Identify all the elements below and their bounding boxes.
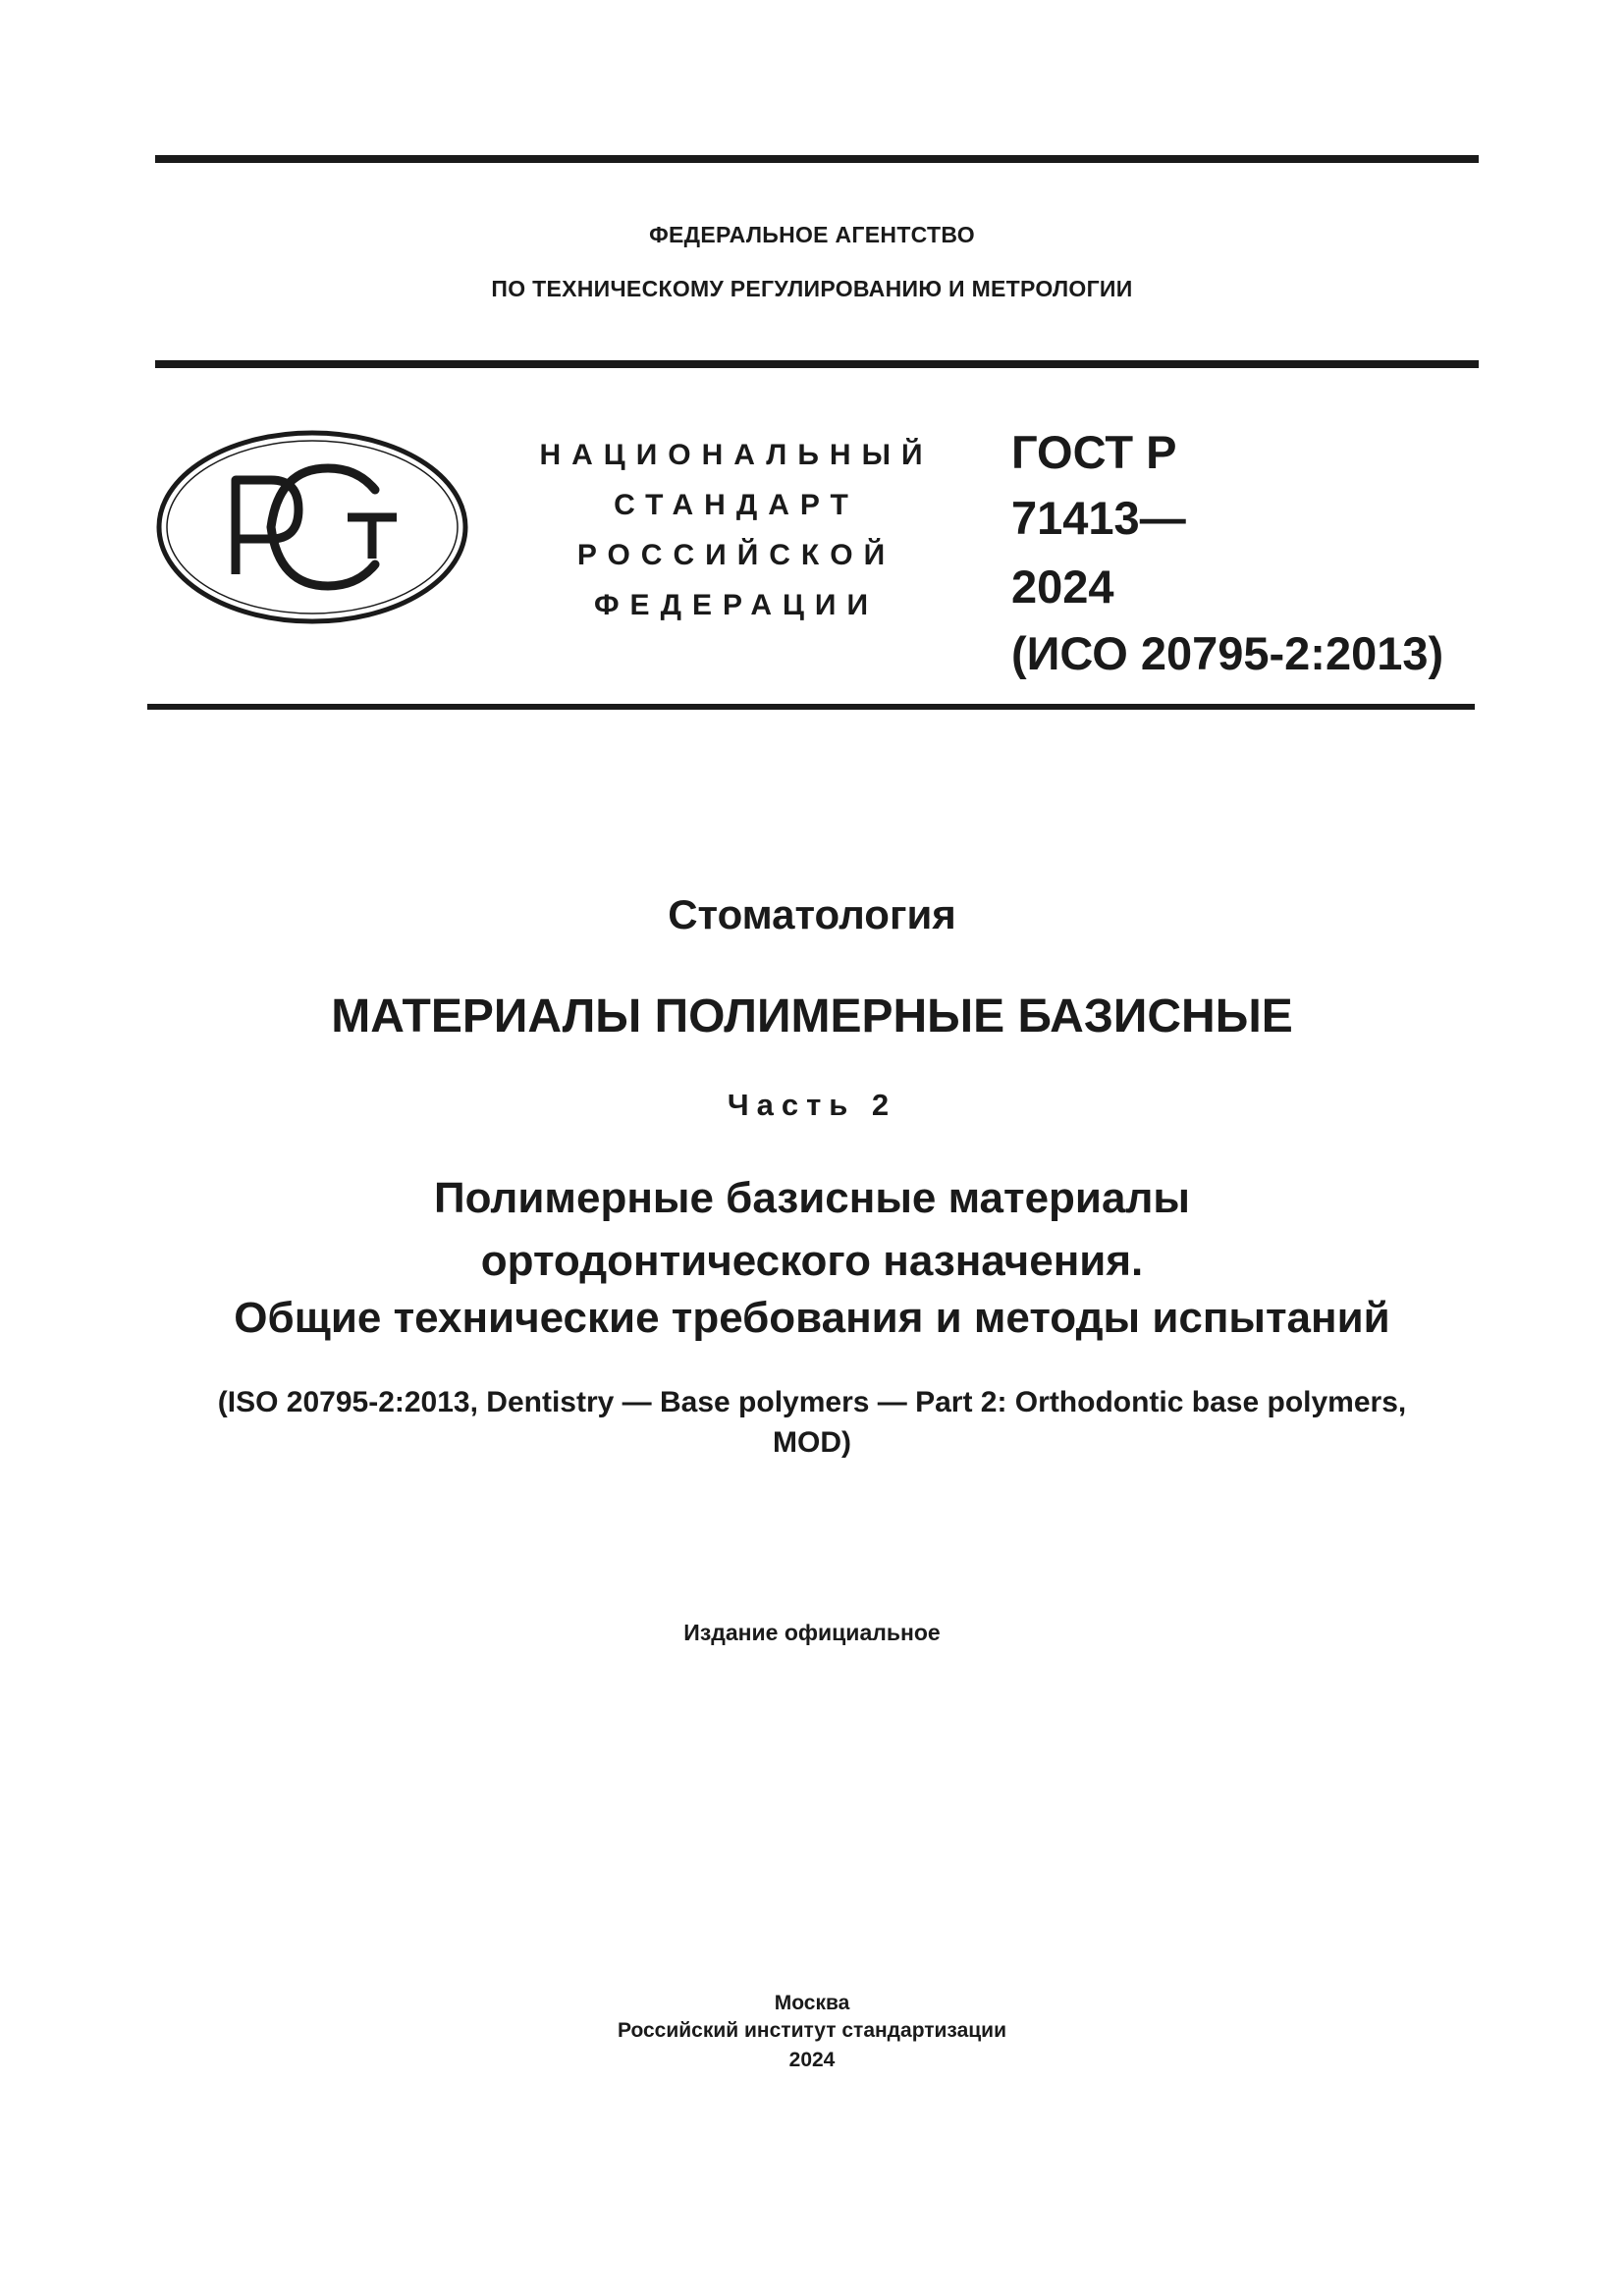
gost-designation-line2: 71413— xyxy=(1011,492,1186,544)
agency-name-line2: ПО ТЕХНИЧЕСКОМУ РЕГУЛИРОВАНИЮ И МЕТРОЛОГИИ xyxy=(491,276,1133,301)
national-standard-line4: ФЕДЕРАЦИИ xyxy=(593,589,880,621)
field-title: Стоматология xyxy=(668,891,956,937)
iso-reference-line2: MOD) xyxy=(773,1426,851,1459)
gost-designation-line1: ГОСТ Р xyxy=(1011,426,1177,478)
iso-equivalent: (ИСО 20795-2:2013) xyxy=(1011,627,1444,679)
header-rule xyxy=(155,360,1479,368)
national-standard-line1: НАЦИОНАЛЬНЫЙ xyxy=(539,439,934,471)
edition-label: Издание официальное xyxy=(683,1620,941,1645)
national-standard-line3: РОССИЙСКОЙ xyxy=(576,539,896,571)
imprint-year: 2024 xyxy=(788,2049,836,2071)
agency-name-line1: ФЕДЕРАЛЬНОЕ АГЕНТСТВО xyxy=(649,222,975,247)
national-standard-line2: СТАНДАРТ xyxy=(614,489,859,521)
subtitle-line2: ортодонтического назначения. xyxy=(480,1237,1144,1285)
gost-designation-line3: 2024 xyxy=(1011,561,1114,613)
subtitle-line3: Общие технические требования и методы испытаний xyxy=(234,1294,1390,1342)
subtitle-line1: Полимерные базисные материалы xyxy=(434,1174,1190,1222)
iso-reference-line1: (ISO 20795-2:2013, Dentistry — Base polymers — Part 2: Orthodontic base polymers, xyxy=(217,1386,1407,1418)
top-rule xyxy=(155,155,1479,163)
rst-certification-mark-icon xyxy=(155,429,469,625)
imprint-publisher: Российский институт стандартизации xyxy=(617,2019,1007,2042)
part-label: Часть 2 xyxy=(727,1088,897,1122)
imprint-city: Москва xyxy=(774,1992,850,2014)
main-title: МАТЕРИАЛЫ ПОЛИМЕРНЫЕ БАЗИСНЫЕ xyxy=(331,990,1293,1042)
title-block-rule xyxy=(147,704,1475,710)
